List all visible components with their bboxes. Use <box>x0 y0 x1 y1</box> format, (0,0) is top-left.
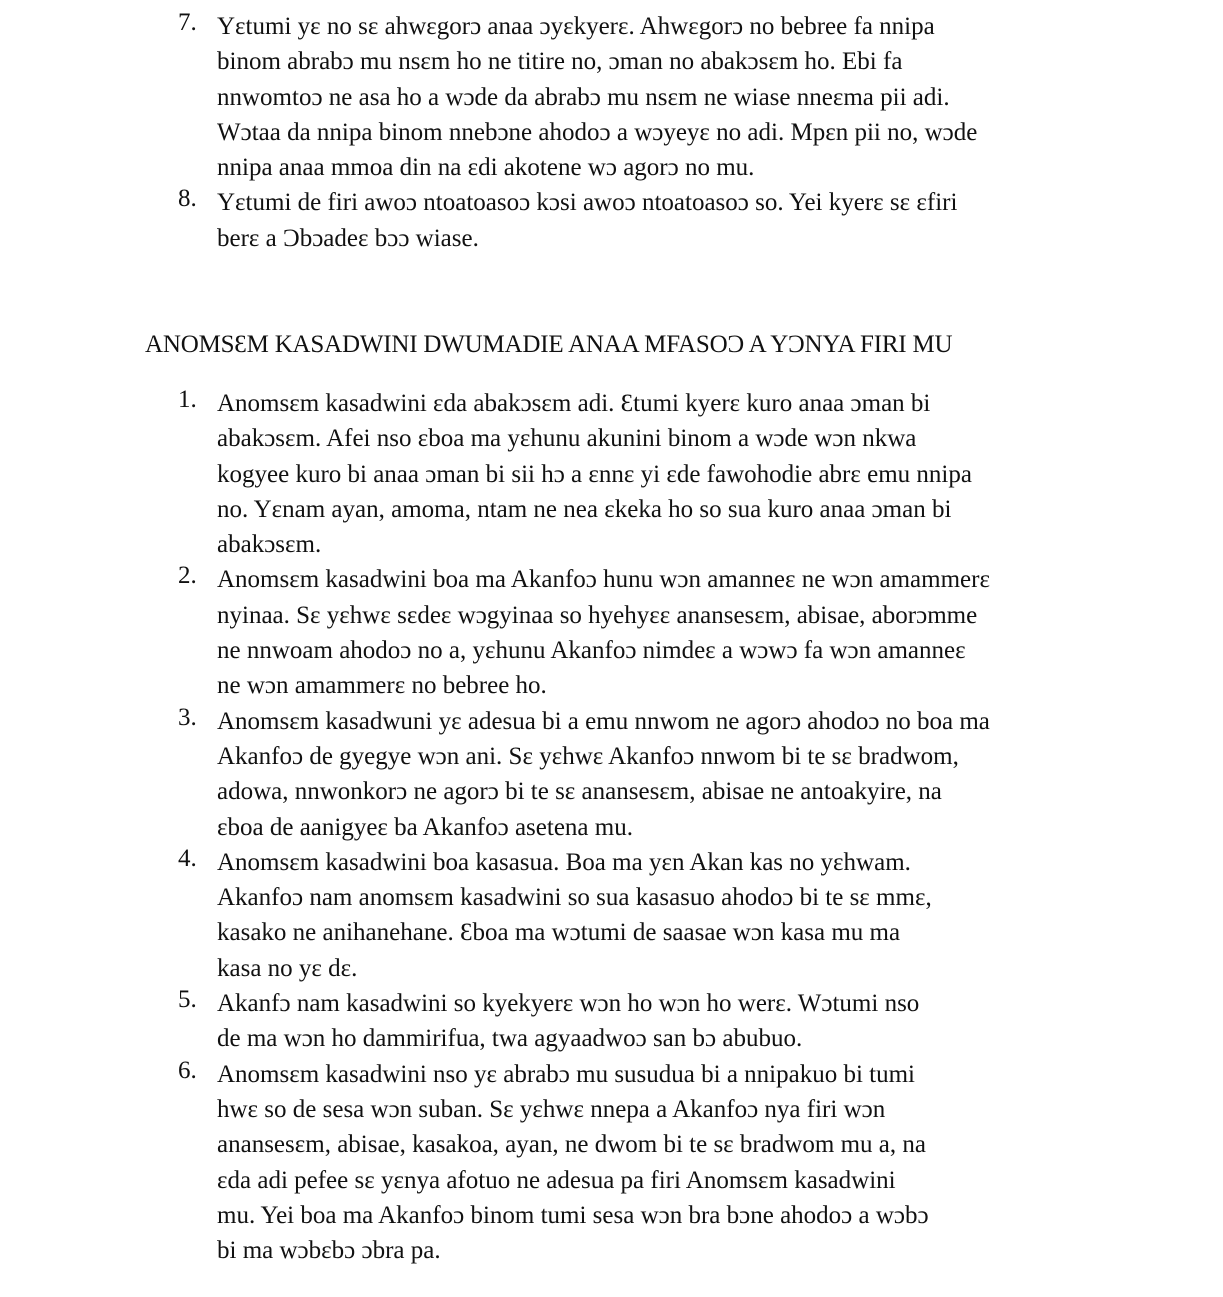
list-item-text-line: Anomsɛm kasadwini boa ma Akanfoɔ hunu wɔn amanneɛ ne wɔn amammerɛ <box>217 566 990 594</box>
list-item-text-line: berɛ a Ɔbɔadeɛ bɔɔ wiase. <box>217 224 479 252</box>
list-item-text-line: de ma wɔn ho dammirifua, twa agyaadwoɔ san bɔ abubuo. <box>217 1025 803 1053</box>
list-item-text-line: binom abrabɔ mu nsɛm ho ne titire no, ɔman no abakɔsɛm ho. Ebi fa <box>217 48 903 76</box>
list-item-text-line: Yɛtumi de firi awoɔ ntoatoasoɔ kɔsi awoɔ ntoatoasoɔ so. Yei kyerɛ sɛ ɛfiri <box>217 189 958 217</box>
list-item-text-line: nyinaa. Sɛ yɛhwɛ sɛdeɛ wɔgyinaa so hyehyɛɛ anansesɛm, abisae, aborɔmme <box>217 601 978 629</box>
list-item-text-line: Anomsɛm kasadwini nso yɛ abrabɔ mu susudua bi a nnipakuo bi tumi <box>217 1060 915 1088</box>
list-item-text-line: anansesɛm, abisae, kasakoa, ayan, ne dwom bi te sɛ bradwom mu a, na <box>217 1131 926 1159</box>
list-item-number: 2. <box>178 562 197 590</box>
numbered-list-continued <box>0 9 977 256</box>
list-item-text-line: mu. Yei boa ma Akanfoɔ binom tumi sesa wɔn bra bɔne ahodoɔ a wɔbɔ <box>217 1201 929 1229</box>
list-item-text-line: Akanfoɔ de gyegye wɔn ani. Sɛ yɛhwɛ Akanfoɔ nnwom bi te sɛ bradwom, <box>217 742 959 770</box>
list-item-text-line: ne wɔn amammerɛ no bebree ho. <box>217 672 547 700</box>
list-item-text-line: ɛboa de aanigyeɛ ba Akanfoɔ asetena mu. <box>217 813 633 841</box>
list-item-text-line: bi ma wɔbɛbɔ ɔbra pa. <box>217 1237 441 1265</box>
list-item <box>0 9 977 185</box>
list-item-text-line: kasako ne anihanehane. Ɛboa ma wɔtumi de saasae wɔn kasa mu ma <box>217 919 901 947</box>
list-item-text-line: ɛda adi pefee sɛ yɛnya afotuo ne adesua pa firi Anomsɛm kasadwini <box>217 1166 896 1194</box>
list-item-text-line: abakɔsɛm. Afei nso ɛboa ma yɛhunu akunini binom a wɔde wɔn nkwa <box>217 425 917 453</box>
list-item-number: 3. <box>178 703 197 731</box>
list-item-number: 8. <box>178 185 197 213</box>
list-item-text-line: Wɔtaa da nnipa binom nnebɔne ahodoɔ a wɔyeyɛ no adi. Mpɛn pii no, wɔde <box>217 118 978 146</box>
list-item-text-line: no. Yɛnam ayan, amoma, ntam ne nea ɛkeka ho so sua kuro anaa ɔman bi <box>217 495 952 523</box>
list-item <box>0 562 990 703</box>
list-item-number: 1. <box>178 386 197 413</box>
list-item-number: 5. <box>178 986 197 1014</box>
list-item-text-line: Akanfoɔ nam anomsɛm kasadwini so sua kasasuo ahodoɔ bi te sɛ mmɛ, <box>217 884 932 912</box>
list-item <box>0 704 990 845</box>
list-item-text-line: nnwomtoɔ ne asa ho a wɔde da abrabɔ mu nsɛm ne wiase nneɛma pii adi. <box>217 83 950 111</box>
list-item-text-line: Akanfɔ nam kasadwini so kyekyerɛ wɔn ho wɔn ho werɛ. Wɔtumi nso <box>217 990 920 1018</box>
section-heading: ANOMSƐM KASADWINI DWUMADIE ANAA MFASOƆ A YƆNYA FIRI MU <box>145 331 953 358</box>
list-item-text-line: kasa no yɛ dɛ. <box>217 954 358 982</box>
list-item-text-line: Anomsɛm kasadwini boa kasasua. Boa ma yɛn Akan kas no yɛhwam. <box>217 848 911 876</box>
list-item <box>0 1057 990 1269</box>
list-item-text-line: nnipa anaa mmoa din na ɛdi akotene wɔ agorɔ no mu. <box>217 154 755 182</box>
list-item-text-line: adowa, nnwonkorɔ ne agorɔ bi te sɛ anansesɛm, abisae ne antoakyire, na <box>217 778 942 806</box>
list-item-text-line: hwɛ so de sesa wɔn suban. Sɛ yɛhwɛ nnepa a Akanfoɔ nya firi wɔn <box>217 1095 886 1123</box>
list-item <box>0 986 990 1057</box>
list-item <box>0 386 990 562</box>
list-item <box>0 185 977 256</box>
list-item-number: 7. <box>178 9 197 36</box>
list-item-text-line: Anomsɛm kasadwini ɛda abakɔsɛm adi. Ɛtumi kyerɛ kuro anaa ɔman bi <box>217 390 931 417</box>
list-item-text-line: abakɔsɛm. <box>217 531 322 559</box>
list-item-text-line: Yɛtumi yɛ no sɛ ahwɛgorɔ anaa ɔyɛkyerɛ. Ahwɛgorɔ no bebree fa nnipa <box>217 13 935 40</box>
numbered-list-benefits <box>0 386 990 1268</box>
list-item-number: 4. <box>178 844 197 872</box>
list-item-text-line: ne nnwoam ahodoɔ no a, yɛhunu Akanfoɔ nimdeɛ a wɔwɔ fa wɔn amanneɛ <box>217 637 966 665</box>
list-item-number: 6. <box>178 1056 197 1084</box>
list-item-text-line: kogyee kuro bi anaa ɔman bi sii hɔ a ɛnnɛ yi ɛde fawohodie abrɛ emu nnipa <box>217 460 972 488</box>
list-item-text-line: Anomsɛm kasadwuni yɛ adesua bi a emu nnwom ne agorɔ ahodoɔ no boa ma <box>217 707 990 735</box>
list-item <box>0 845 990 986</box>
